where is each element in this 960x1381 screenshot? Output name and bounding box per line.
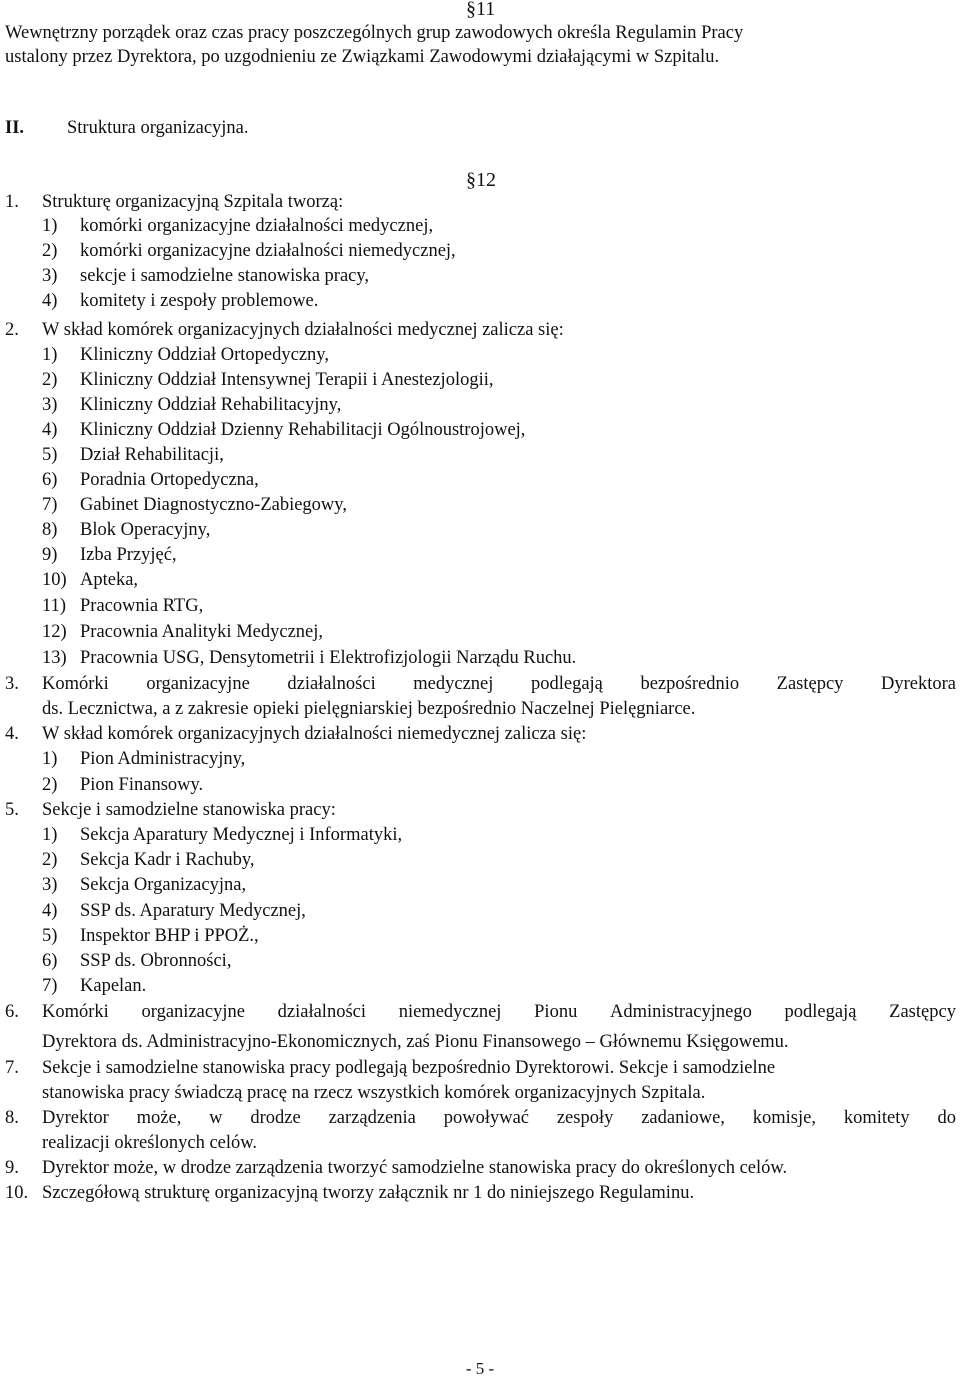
paragraph-5-text: Sekcje i samodzielne stanowiska pracy: [42, 800, 336, 820]
list-item: Pion Finansowy. [80, 775, 204, 795]
list-item-number: 7) [42, 495, 58, 515]
word: może, [136, 1108, 182, 1128]
word: do [937, 1108, 956, 1128]
section-12-symbol: §12 [466, 169, 496, 191]
chapter-number: II. [5, 118, 25, 138]
word: Dyrektora [881, 674, 956, 694]
list-item: Kliniczny Oddział Intensywnej Terapii i Anestezjologii, [80, 370, 494, 390]
list-item: Sekcja Kadr i Rachuby, [80, 850, 255, 870]
paragraph-1-number: 1. [5, 192, 19, 212]
paragraph-6-number: 6. [5, 1002, 19, 1022]
paragraph-8-line-1 [42, 1106, 956, 1130]
list-item: komórki organizacyjne działalności niemedycznej, [80, 241, 456, 261]
word: komisje, [752, 1108, 816, 1128]
paragraph-3-line-2: ds. Lecznictwa, a z zakresie opieki pielęgniarskiej bezpośrednio Naczelnej Pielęgniarce. [42, 699, 696, 719]
word: zespoły [556, 1108, 614, 1128]
list-item: Kapelan. [80, 976, 147, 996]
list-item: Pracownia USG, Densytometrii i Elektrofizjologii Narządu Ruchu. [80, 648, 577, 668]
chapter-title: Struktura organizacyjna. [67, 118, 249, 138]
list-item-number: 7) [42, 976, 58, 996]
list-item-number: 11) [42, 596, 66, 616]
word: niemedycznej [398, 1002, 502, 1022]
word: zarządzenia [328, 1108, 416, 1128]
word: Administracyjnego [610, 1002, 752, 1022]
list-item-number: 1) [42, 345, 58, 365]
paragraph-5-number: 5. [5, 800, 19, 820]
list-item: Pracownia RTG, [80, 596, 204, 616]
list-item-number: 6) [42, 951, 58, 971]
list-item-number: 1) [42, 825, 58, 845]
word: Pionu [534, 1002, 578, 1022]
list-item-number: 4) [42, 901, 58, 921]
paragraph-3-line-1 [42, 672, 956, 696]
word: Zastępcy [889, 1002, 956, 1022]
word: Dyrektor [42, 1108, 109, 1128]
section-11-text-line-1: Wewnętrzny porządek oraz czas pracy poszczególnych grup zawodowych określa Regulamin Pracy [5, 23, 744, 43]
list-item: Pracownia Analityki Medycznej, [80, 622, 324, 642]
word: Zastępcy [776, 674, 844, 694]
list-item-number: 1) [42, 749, 58, 769]
paragraph-7-line-1: Sekcje i samodzielne stanowiska pracy podlegają bezpośrednio Dyrektorowi. Sekcje i samodzielne [42, 1058, 776, 1078]
paragraph-9-number: 9. [5, 1158, 19, 1178]
paragraph-8-line-2: realizacji określonych celów. [42, 1133, 258, 1153]
list-item: Pion Administracyjny, [80, 749, 246, 769]
list-item: Inspektor BHP i PPOŻ., [80, 926, 259, 946]
paragraph-10-text: Szczegółową strukturę organizacyjną tworzy załącznik nr 1 do niniejszego Regulaminu. [42, 1183, 695, 1203]
list-item: Sekcja Aparatury Medycznej i Informatyki, [80, 825, 403, 845]
list-item-number: 2) [42, 370, 58, 390]
word: podlegają [784, 1002, 857, 1022]
list-item: Gabinet Diagnostyczno-Zabiegowy, [80, 495, 347, 515]
list-item: Kliniczny Oddział Ortopedyczny, [80, 345, 329, 365]
word: organizacyjne [146, 674, 250, 694]
list-item: Blok Operacyjny, [80, 520, 211, 540]
list-item-number: 10) [42, 570, 67, 590]
paragraph-2-text: W skład komórek organizacyjnych działalności medycznej zalicza się: [42, 320, 564, 340]
list-item: komórki organizacyjne działalności medycznej, [80, 216, 434, 236]
paragraph-4-number: 4. [5, 724, 19, 744]
list-item: Kliniczny Oddział Dzienny Rehabilitacji Ogólnoustrojowej, [80, 420, 526, 440]
list-item: SSP ds. Aparatury Medycznej, [80, 901, 306, 921]
list-item-number: 6) [42, 470, 58, 490]
paragraph-8-number: 8. [5, 1108, 19, 1128]
list-item-number: 1) [42, 216, 58, 236]
list-item-number: 2) [42, 775, 58, 795]
paragraph-3-number: 3. [5, 674, 19, 694]
paragraph-7-number: 7. [5, 1058, 19, 1078]
paragraph-4-text: W skład komórek organizacyjnych działalności niemedycznej zalicza się: [42, 724, 587, 744]
list-item: sekcje i samodzielne stanowiska pracy, [80, 266, 370, 286]
list-item-number: 8) [42, 520, 58, 540]
word: drodze [250, 1108, 301, 1128]
word: powoływać [443, 1108, 529, 1128]
list-item: Kliniczny Oddział Rehabilitacyjny, [80, 395, 342, 415]
list-item-number: 3) [42, 266, 58, 286]
list-item: SSP ds. Obronności, [80, 951, 232, 971]
paragraph-1-text: Strukturę organizacyjną Szpitala tworzą: [42, 192, 344, 212]
word: podlegają [530, 674, 603, 694]
list-item: Sekcja Organizacyjna, [80, 875, 247, 895]
list-item: Izba Przyjęć, [80, 545, 177, 565]
paragraph-9-text: Dyrektor może, w drodze zarządzenia tworzyć samodzielne stanowiska pracy do określonych celów. [42, 1158, 788, 1178]
list-item-number: 3) [42, 395, 58, 415]
page-number: - 5 - [465, 1359, 495, 1378]
word: bezpośrednio [640, 674, 740, 694]
list-item-number: 4) [42, 420, 58, 440]
list-item-number: 5) [42, 445, 58, 465]
paragraph-7-line-2: stanowiska pracy świadczą pracę na rzecz wszystkich komórek organizacyjnych Szpitala. [42, 1083, 706, 1103]
word: komitety [843, 1108, 910, 1128]
paragraph-6-line-1 [42, 1000, 956, 1024]
list-item-number: 9) [42, 545, 58, 565]
paragraph-6-line-2: Dyrektora ds. Administracyjno-Ekonomicznych, zaś Pionu Finansowego – Głównemu Księgowemu. [42, 1032, 789, 1052]
list-item-number: 12) [42, 622, 67, 642]
list-item-number: 2) [42, 850, 58, 870]
word: w [209, 1108, 223, 1128]
paragraph-10-number: 10. [5, 1183, 29, 1203]
section-11-symbol: §11 [466, 0, 496, 20]
word: Komórki [42, 1002, 109, 1022]
word: działalności [277, 1002, 366, 1022]
list-item: Poradnia Ortopedyczna, [80, 470, 259, 490]
list-item: Apteka, [80, 570, 139, 590]
word: organizacyjne [141, 1002, 245, 1022]
word: medycznej [413, 674, 494, 694]
word: zadaniowe, [641, 1108, 725, 1128]
paragraph-2-number: 2. [5, 320, 19, 340]
list-item-number: 2) [42, 241, 58, 261]
list-item: Dział Rehabilitacji, [80, 445, 224, 465]
list-item-number: 13) [42, 648, 67, 668]
list-item: komitety i zespoły problemowe. [80, 291, 319, 311]
list-item-number: 3) [42, 875, 58, 895]
list-item-number: 4) [42, 291, 58, 311]
list-item-number: 5) [42, 926, 58, 946]
word: Komórki [42, 674, 109, 694]
section-11-text-line-2: ustalony przez Dyrektora, po uzgodnieniu ze Związkami Zawodowymi działającymi w Szpitalu. [5, 47, 720, 67]
word: działalności [287, 674, 376, 694]
